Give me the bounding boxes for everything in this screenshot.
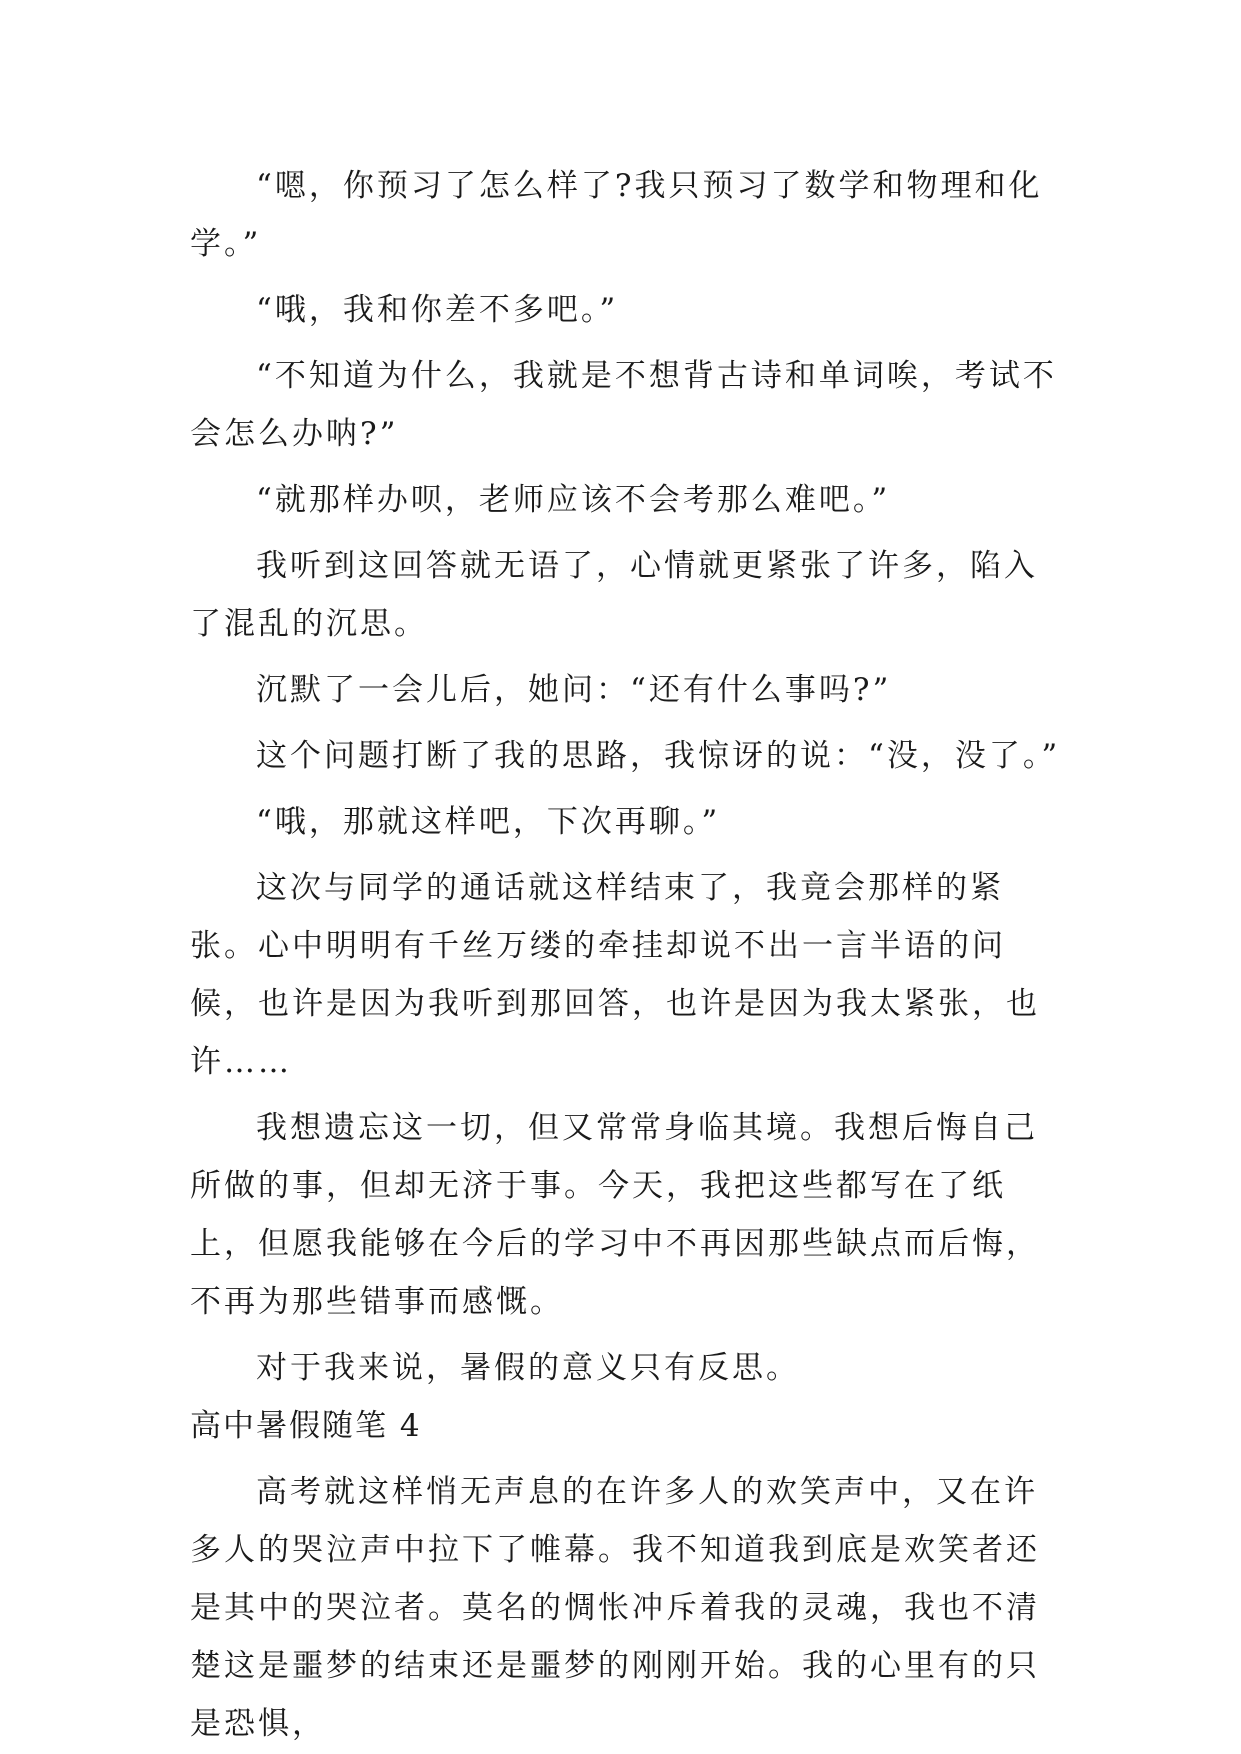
paragraph: 我想遗忘这一切，但又常常身临其境。我想后悔自己所做的事，但却无济于事。今天，我把这些都写在了纸上，但愿我能够在今后的学习中不再因那些缺点而后悔，不再为那些错事而感慨。	[190, 1110, 1040, 1320]
paragraph: 沉默了一会儿后，她问：“还有什么事吗?”	[256, 672, 892, 708]
paragraph: “哦，我和你差不多吧。”	[256, 292, 619, 328]
paragraph: 我听到这回答就无语了，心情就更紧张了许多，陷入了混乱的沉思。	[190, 548, 1038, 642]
section-heading: 高中暑假随笔 4	[190, 1408, 422, 1444]
paragraph: “嗯，你预习了怎么样了?我只预习了数学和物理和化学。”	[190, 168, 1043, 262]
paragraph: “不知道为什么，我就是不想背古诗和单词唉，考试不会怎么办呐?”	[190, 358, 1057, 452]
document-body	[190, 157, 1070, 1753]
paragraph: 这次与同学的通话就这样结束了，我竟会那样的紧张。心中明明有千丝万缕的牵挂却说不出一言半语的问候，也许是因为我听到那回答，也许是因为我太紧张，也许……	[190, 870, 1040, 1080]
paragraph: 对于我来说，暑假的意义只有反思。	[256, 1350, 800, 1386]
paragraph: “就那样办呗，老师应该不会考那么难吧。”	[256, 482, 891, 518]
paragraph: “哦，那就这样吧，下次再聊。”	[256, 804, 721, 840]
paragraph: 这个问题打断了我的思路，我惊讶的说：“没，没了。”	[256, 738, 1061, 774]
paragraph: 高考就这样悄无声息的在许多人的欢笑声中，又在许多人的哭泣声中拉下了帷幕。我不知道我到底是欢笑者还是其中的哭泣者。莫名的惆怅冲斥着我的灵魂，我也不清楚这是噩梦的结束还是噩梦的刚刚开始。我的心里有的只是恐惧，	[190, 1474, 1040, 1742]
